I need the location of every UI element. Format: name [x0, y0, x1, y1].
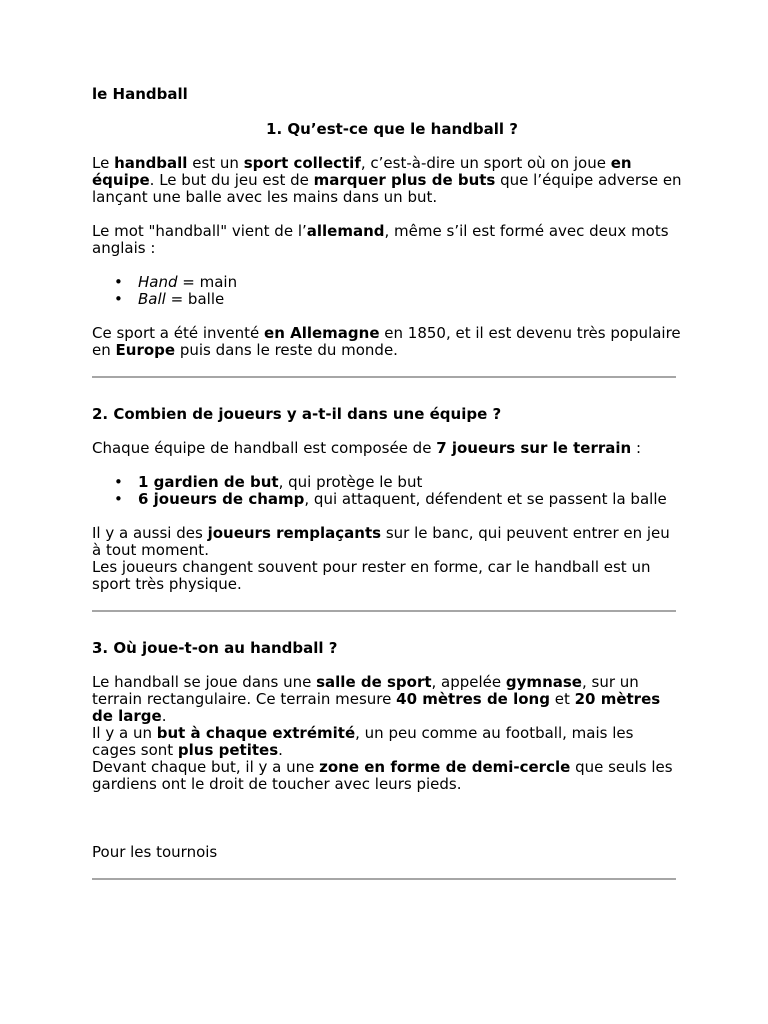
section-1-heading: 1. Qu’est-ce que le handball ?	[266, 120, 518, 138]
section-3-paragraph-1: Le handball se joue dans une salle de sport, appelée gymnase, sur un terrain rectangulaire. Ce terrain mesure 40 mètres de long et 20 mètres de large.	[92, 673, 661, 725]
list-item: • 1 gardien de but, qui protège le but	[138, 474, 682, 491]
section-1-word-list	[92, 274, 682, 308]
section-2-paragraph-2: Il y a aussi des joueurs remplaçants sur le banc, qui peuvent entrer en jeu à tout moment.	[92, 524, 670, 559]
section-1-paragraph-1: Le handball est un sport collectif, c’est-à-dire un sport où on joue en équipe. Le but du jeu est de marquer plus de buts que l’équipe adverse en lançant une balle avec les mains dans un but.	[92, 154, 682, 206]
section-2-player-list	[92, 474, 682, 508]
section-divider	[92, 376, 676, 378]
section-2-heading: 2. Combien de joueurs y a-t-il dans une équipe ?	[92, 405, 502, 423]
list-item: • 6 joueurs de champ, qui attaquent, défendent et se passent la balle	[138, 491, 682, 508]
document-body	[92, 86, 682, 880]
footer-text: Pour les tournois	[92, 843, 218, 861]
list-item: • Hand = main	[138, 274, 682, 291]
section-3-paragraph-3: Devant chaque but, il y a une zone en forme de demi-cercle que seuls les gardiens ont le droit de toucher avec leurs pieds.	[92, 758, 673, 793]
section-2-paragraph-3: Les joueurs changent souvent pour rester en forme, car le handball est un sport très physique.	[92, 558, 651, 593]
section-divider	[92, 610, 676, 612]
list-item: • Ball = balle	[138, 291, 682, 308]
section-1-paragraph-2: Le mot "handball" vient de l’allemand, même s’il est formé avec deux mots anglais :	[92, 222, 669, 257]
section-2-paragraph-1: Chaque équipe de handball est composée de 7 joueurs sur le terrain :	[92, 439, 642, 457]
document-title: le Handball	[92, 85, 188, 103]
section-divider	[92, 878, 676, 880]
section-1-paragraph-3: Ce sport a été inventé en Allemagne en 1850, et il est devenu très populaire en Europe puis dans le reste du monde.	[92, 324, 681, 359]
section-3-paragraph-2: Il y a un but à chaque extrémité, un peu comme au football, mais les cages sont plus petites.	[92, 724, 634, 759]
section-3-heading: 3. Où joue-t-on au handball ?	[92, 639, 338, 657]
